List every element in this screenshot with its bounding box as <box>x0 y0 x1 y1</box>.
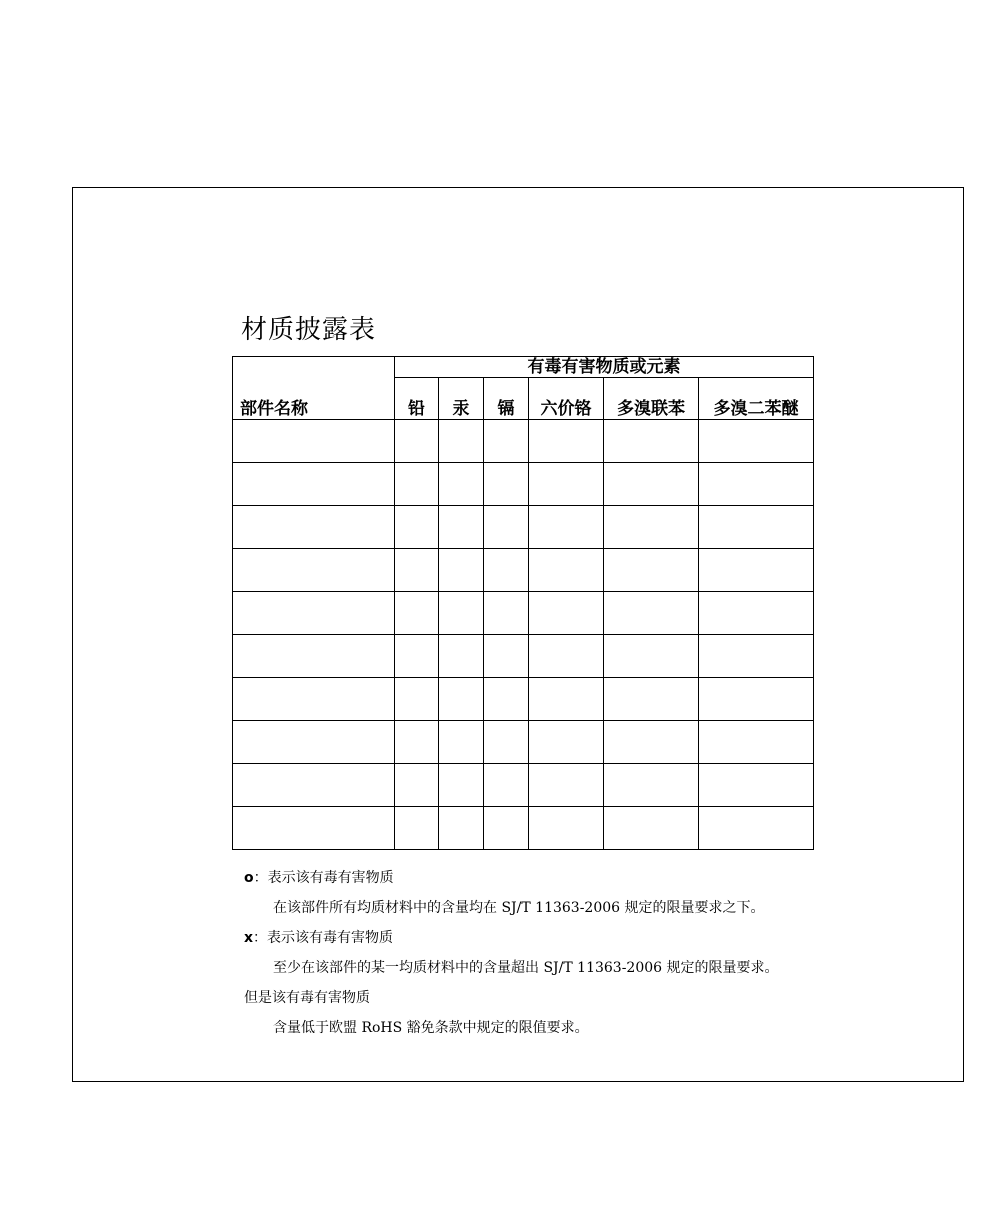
part-name-header: 部件名称 <box>233 357 395 420</box>
table-cell <box>233 592 395 635</box>
table-cell <box>439 420 484 463</box>
table-cell <box>529 807 604 850</box>
table-cell <box>439 592 484 635</box>
table-cell <box>529 463 604 506</box>
table-cell <box>484 463 529 506</box>
table-row <box>233 420 814 463</box>
table-cell <box>699 678 814 721</box>
table-cell <box>699 420 814 463</box>
table-cell <box>233 506 395 549</box>
column-header-pbb: 多溴联苯 <box>604 378 699 420</box>
note-o-text: ：表示该有毒有害物质 <box>253 870 394 886</box>
table-cell <box>529 635 604 678</box>
o-marker: o <box>244 870 254 886</box>
table-cell <box>529 549 604 592</box>
table-cell <box>439 721 484 764</box>
table-cell <box>395 592 439 635</box>
column-header-pbde: 多溴二苯醚 <box>699 378 814 420</box>
table-row <box>233 678 814 721</box>
table-cell <box>604 764 699 807</box>
table-cell <box>233 463 395 506</box>
table-cell <box>233 721 395 764</box>
table-row <box>233 592 814 635</box>
table-row <box>233 463 814 506</box>
table-cell <box>439 549 484 592</box>
table-row <box>233 635 814 678</box>
table-cell <box>529 678 604 721</box>
table-cell <box>484 549 529 592</box>
column-header-hexavalent-chromium: 六价铬 <box>529 378 604 420</box>
note-o-detail: 在该部件所有均质材料中的含量均在 SJ/T 11363-2006 规定的限量要求之下。 <box>273 900 765 916</box>
table-cell <box>395 635 439 678</box>
column-header-cadmium: 镉 <box>484 378 529 420</box>
table-cell <box>604 807 699 850</box>
table-row <box>233 549 814 592</box>
table-cell <box>699 721 814 764</box>
table-cell <box>395 721 439 764</box>
table-row <box>233 506 814 549</box>
table-cell <box>395 506 439 549</box>
table-cell <box>484 635 529 678</box>
table-cell <box>699 764 814 807</box>
table-cell <box>604 678 699 721</box>
table-cell <box>484 678 529 721</box>
table-cell <box>395 549 439 592</box>
table-cell <box>604 635 699 678</box>
table-cell <box>233 549 395 592</box>
table-row <box>233 807 814 850</box>
material-disclosure-table <box>232 356 814 850</box>
table-cell <box>604 549 699 592</box>
x-marker: x <box>244 930 254 946</box>
table-cell <box>604 420 699 463</box>
table-cell <box>395 463 439 506</box>
note-x-line <box>244 928 393 948</box>
table-cell <box>233 635 395 678</box>
table-cell <box>233 420 395 463</box>
table-cell <box>529 764 604 807</box>
table-cell <box>484 721 529 764</box>
table-cell <box>699 635 814 678</box>
table-cell <box>233 678 395 721</box>
table-cell <box>699 592 814 635</box>
table-cell <box>484 764 529 807</box>
table-cell <box>395 764 439 807</box>
table-cell <box>699 506 814 549</box>
table-cell <box>699 463 814 506</box>
note-x-text: ：表示该有毒有害物质 <box>253 930 394 946</box>
table-cell <box>484 506 529 549</box>
table-cell <box>484 592 529 635</box>
column-header-lead: 铅 <box>395 378 439 420</box>
table-cell <box>395 678 439 721</box>
table-cell <box>699 807 814 850</box>
table-cell <box>439 678 484 721</box>
table-cell <box>233 764 395 807</box>
table-cell <box>529 506 604 549</box>
table-cell <box>604 592 699 635</box>
column-header-mercury: 汞 <box>439 378 484 420</box>
table-cell <box>439 764 484 807</box>
table-row <box>233 764 814 807</box>
table-cell <box>439 463 484 506</box>
note-but-line: 但是该有毒有害物质 <box>244 990 370 1006</box>
table-cell <box>484 420 529 463</box>
table-cell <box>395 420 439 463</box>
table-cell <box>604 721 699 764</box>
table-row <box>233 721 814 764</box>
table-cell <box>439 506 484 549</box>
table-cell <box>439 807 484 850</box>
table-cell <box>699 549 814 592</box>
table-cell <box>484 807 529 850</box>
note-o-line <box>244 868 394 888</box>
table-cell <box>233 807 395 850</box>
table-cell <box>529 721 604 764</box>
hazardous-substances-header: 有毒有害物质或元素 <box>395 357 814 378</box>
table-cell <box>439 635 484 678</box>
table-cell <box>604 506 699 549</box>
table-cell <box>529 420 604 463</box>
page-title: 材质披露表 <box>241 315 377 345</box>
table-cell <box>529 592 604 635</box>
table-cell <box>604 463 699 506</box>
note-rohs-detail: 含量低于欧盟 RoHS 豁免条款中规定的限值要求。 <box>273 1020 589 1036</box>
table-cell <box>395 807 439 850</box>
note-x-detail: 至少在该部件的某一均质材料中的含量超出 SJ/T 11363-2006 规定的限量要求。 <box>273 960 779 976</box>
